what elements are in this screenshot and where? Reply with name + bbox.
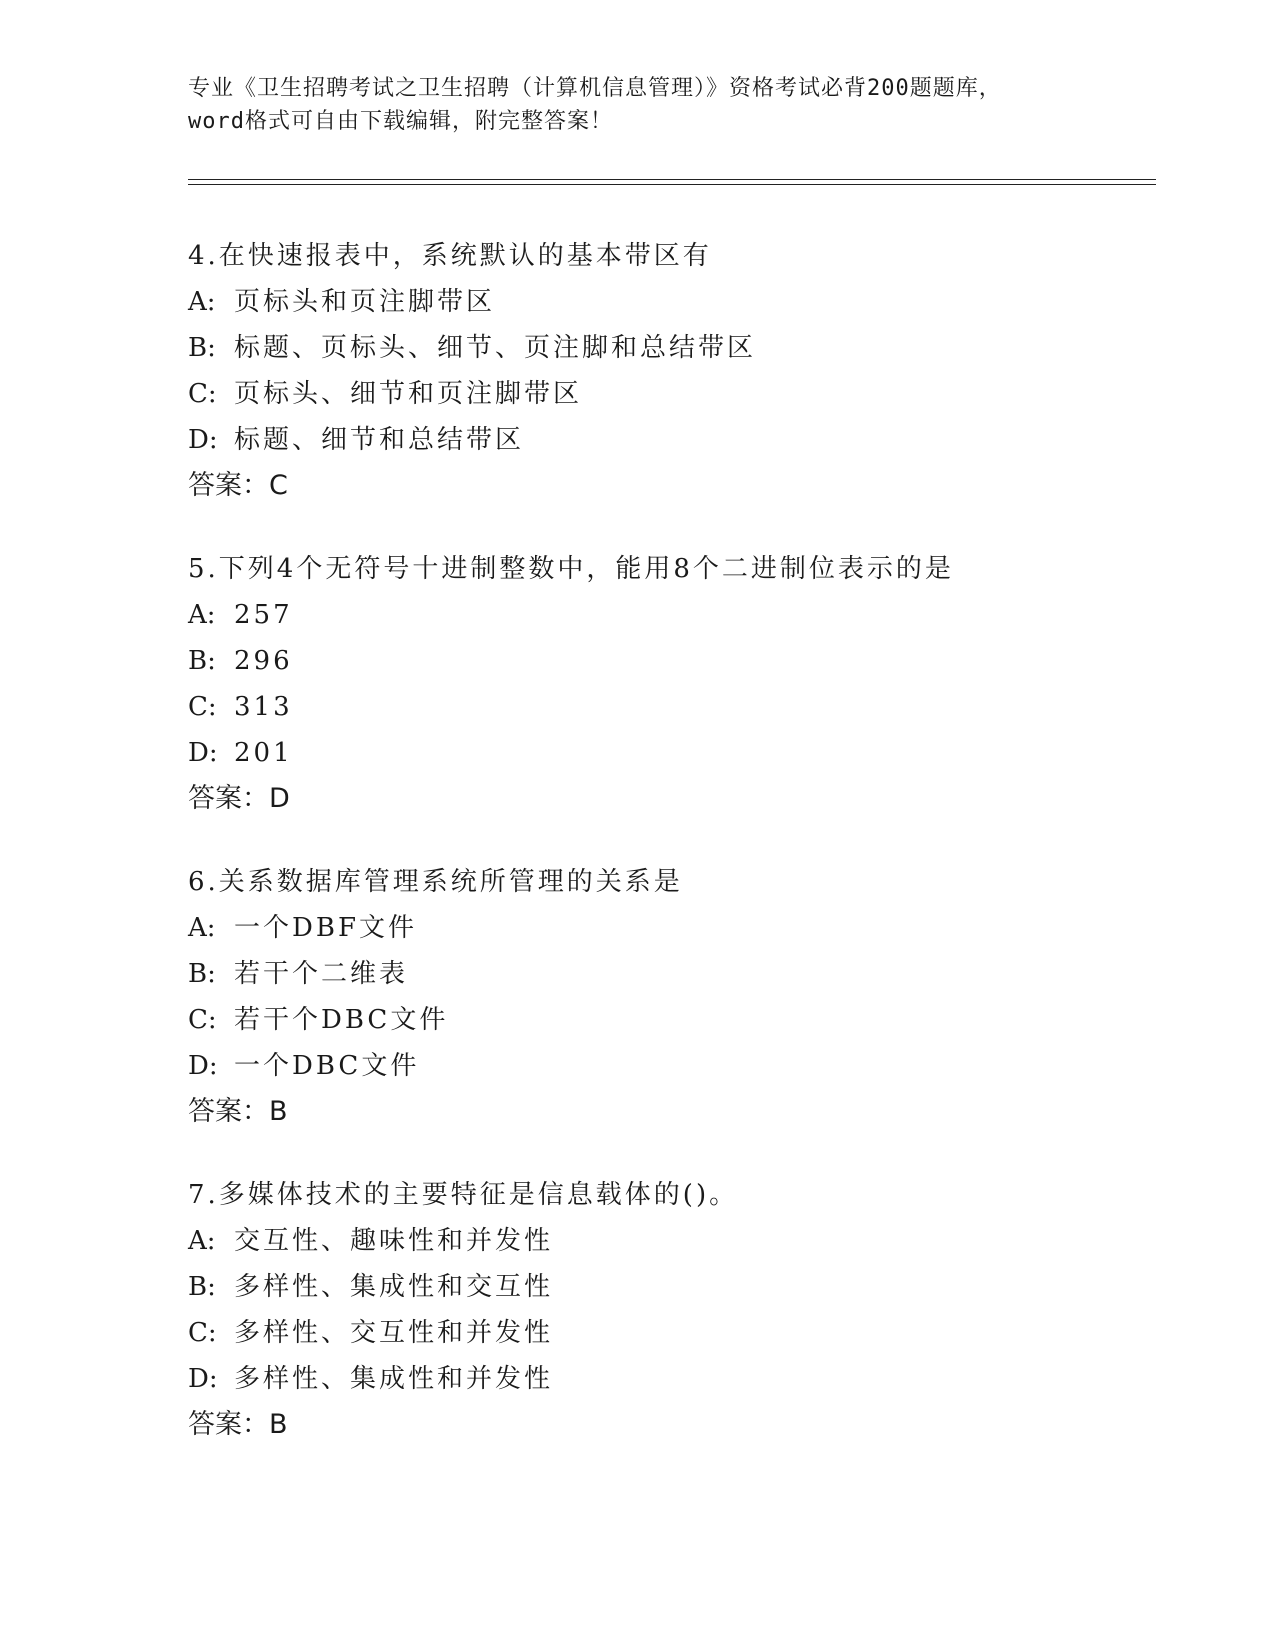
option-d (188, 1356, 1148, 1402)
option-c (188, 1310, 1148, 1356)
option-text: 一个DBF文件 (234, 913, 417, 943)
option-key: B: (188, 959, 216, 989)
answer (188, 463, 1148, 509)
option-key: C: (188, 379, 217, 409)
option-key: D: (188, 425, 218, 455)
question-list (188, 233, 1148, 1485)
option-text: 页标头、细节和页注脚带区 (234, 379, 583, 409)
option-text: 201 (234, 738, 293, 768)
question-title: 5.下列4个无符号十进制整数中，能用8个二进制位表示的是 (188, 554, 954, 584)
option-text: 多样性、集成性和并发性 (234, 1364, 554, 1394)
option-b (188, 951, 1148, 997)
option-key: B: (188, 1272, 216, 1302)
option-a (188, 905, 1148, 951)
answer-value: B (269, 1096, 288, 1127)
option-key: C: (188, 1005, 217, 1035)
option-text: 多样性、交互性和并发性 (234, 1318, 554, 1348)
option-text: 标题、细节和总结带区 (234, 425, 525, 455)
header-divider-top (188, 179, 1156, 180)
option-c (188, 997, 1148, 1043)
option-key: A: (188, 913, 216, 943)
option-b (188, 1264, 1148, 1310)
option-text: 标题、页标头、细节、页注脚和总结带区 (234, 333, 757, 363)
option-key: D: (188, 1364, 218, 1394)
option-c (188, 371, 1148, 417)
option-key: B: (188, 646, 216, 676)
option-text: 交互性、趣味性和并发性 (234, 1226, 554, 1256)
option-key: D: (188, 1051, 218, 1081)
option-key: A: (188, 600, 216, 630)
option-d (188, 417, 1148, 463)
option-text: 若干个DBC文件 (234, 1005, 449, 1035)
question-7 (188, 1172, 1148, 1448)
header-line-2: word格式可自由下载编辑，附完整答案！ (188, 109, 613, 134)
option-text: 一个DBC文件 (234, 1051, 420, 1081)
option-c (188, 684, 1148, 730)
answer-value: C (269, 470, 288, 501)
answer (188, 1089, 1148, 1135)
option-text: 若干个二维表 (234, 959, 409, 989)
option-key: A: (188, 1226, 216, 1256)
option-a (188, 1218, 1148, 1264)
option-key: C: (188, 1318, 217, 1348)
option-d (188, 730, 1148, 776)
option-key: B: (188, 333, 216, 363)
answer (188, 776, 1148, 822)
header-line-1: 专业《卫生招聘考试之卫生招聘（计算机信息管理）》资格考试必背200题题库， (188, 76, 1002, 101)
option-key: C: (188, 692, 217, 722)
question-4 (188, 233, 1148, 509)
option-text: 257 (234, 600, 293, 630)
answer-label: 答案： (188, 1096, 269, 1127)
question-title: 6.关系数据库管理系统所管理的关系是 (188, 867, 683, 897)
option-b (188, 638, 1148, 684)
answer-label: 答案： (188, 1409, 269, 1440)
question-title: 7.多媒体技术的主要特征是信息载体的()。 (188, 1180, 739, 1210)
question-6 (188, 859, 1148, 1135)
option-key: A: (188, 287, 216, 317)
question-title: 4.在快速报表中，系统默认的基本带区有 (188, 241, 712, 271)
option-key: D: (188, 738, 218, 768)
option-a (188, 279, 1148, 325)
answer-value: B (269, 1409, 288, 1440)
answer-value: D (269, 783, 290, 814)
option-b (188, 325, 1148, 371)
question-5 (188, 546, 1148, 822)
answer-label: 答案： (188, 470, 269, 501)
option-d (188, 1043, 1148, 1089)
option-text: 多样性、集成性和交互性 (234, 1272, 554, 1302)
option-text: 页标头和页注脚带区 (234, 287, 496, 317)
option-a (188, 592, 1148, 638)
answer (188, 1402, 1148, 1448)
answer-label: 答案： (188, 783, 269, 814)
header-divider-bottom (188, 184, 1156, 185)
option-text: 313 (234, 692, 293, 722)
option-text: 296 (234, 646, 293, 676)
document-header (188, 72, 1108, 138)
